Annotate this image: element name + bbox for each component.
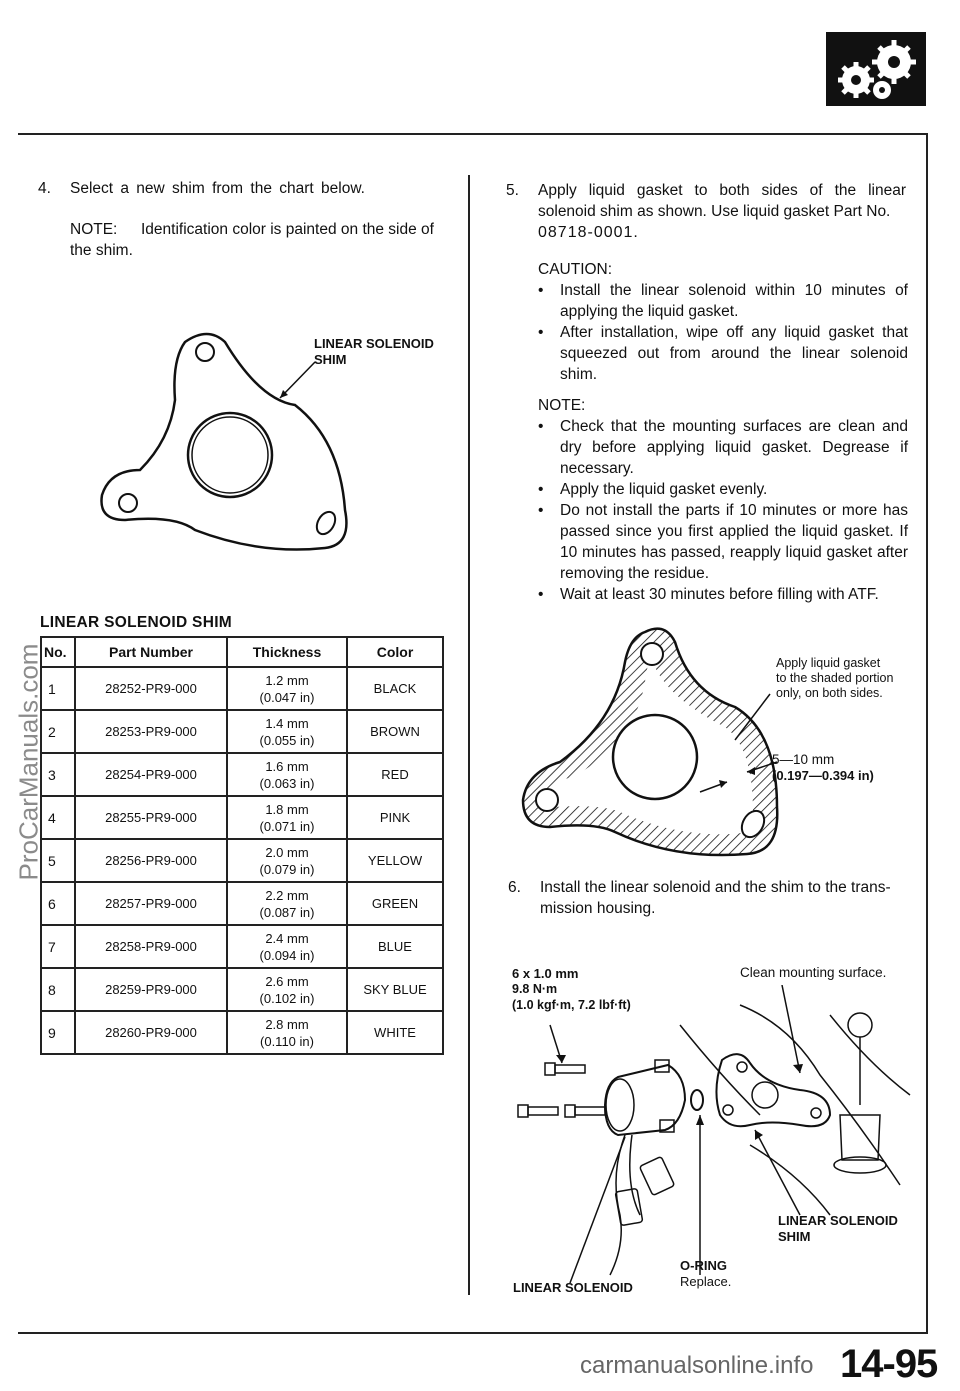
figure3-oring-line1: O-RING	[680, 1258, 727, 1273]
step6-line1: Install the linear solenoid and the shim to the trans-	[540, 879, 891, 896]
figure3-solenoid: LINEAR SOLENOID	[513, 1280, 633, 1295]
thickness-in: (0.087 in)	[259, 904, 315, 920]
caution-list	[538, 280, 908, 385]
cell-thickness	[227, 1011, 347, 1054]
cell-no: 7	[41, 925, 75, 968]
cell-no: 6	[41, 882, 75, 925]
cell-color: BROWN	[347, 710, 443, 753]
note-list	[538, 416, 908, 605]
step4-note-text2: the shim.	[70, 242, 133, 259]
thickness-mm: 1.8 mm	[265, 801, 309, 817]
figure2-apply-line2: to the shaded portion	[776, 671, 894, 685]
cell-no: 1	[41, 667, 75, 710]
thickness-in: (0.055 in)	[259, 732, 315, 748]
figure3-oring-line2: Replace.	[680, 1274, 732, 1289]
thickness-mm: 2.4 mm	[265, 930, 309, 946]
cell-part-number: 28256-PR9-000	[75, 839, 227, 882]
cell-part-number: 28260-PR9-000	[75, 1011, 227, 1054]
shim-outline-figure	[90, 320, 470, 560]
figure3-bolt-line1: 6 x 1.0 mm	[512, 966, 579, 981]
cell-no: 9	[41, 1011, 75, 1054]
thickness-in: (0.102 in)	[259, 990, 315, 1006]
shim-gasket-figure	[515, 622, 785, 862]
step4-note-label: NOTE:	[70, 221, 118, 238]
table-row	[41, 710, 443, 753]
figure3-bolt-line3: (1.0 kgf·m, 7.2 lbf·ft)	[512, 998, 631, 1012]
step4-number: 4.	[38, 180, 51, 197]
cell-color: BLACK	[347, 667, 443, 710]
cell-no: 3	[41, 753, 75, 796]
cell-no: 4	[41, 796, 75, 839]
cell-color: PINK	[347, 796, 443, 839]
thickness-mm: 2.0 mm	[265, 844, 309, 860]
header-no: No.	[41, 637, 75, 667]
cell-thickness	[227, 839, 347, 882]
gears-icon	[826, 32, 926, 106]
right-rule	[926, 133, 928, 1333]
cell-no: 8	[41, 968, 75, 1011]
cell-part-number: 28258-PR9-000	[75, 925, 227, 968]
cell-color: GREEN	[347, 882, 443, 925]
table-title: LINEAR SOLENOID SHIM	[40, 614, 233, 631]
step5-part-no: 08718-0001.	[538, 224, 639, 241]
bottom-rule	[18, 1332, 928, 1334]
cell-part-number: 28257-PR9-000	[75, 882, 227, 925]
header-color: Color	[347, 637, 443, 667]
table-row	[41, 1011, 443, 1054]
cell-color: BLUE	[347, 925, 443, 968]
cell-no: 2	[41, 710, 75, 753]
thickness-in: (0.110 in)	[260, 1033, 314, 1049]
step5-line2: solenoid shim as shown. Use liquid gasket Part No.	[538, 203, 891, 220]
watermark-bottom: carmanualsonline.info	[580, 1352, 814, 1379]
cell-color: WHITE	[347, 1011, 443, 1054]
thickness-in: (0.063 in)	[259, 775, 315, 791]
header-part-number: Part Number	[75, 637, 227, 667]
cell-thickness	[227, 796, 347, 839]
thickness-in: (0.094 in)	[259, 947, 315, 963]
figure3-shim-line2: SHIM	[778, 1229, 811, 1244]
note-item: • Apply the liquid gasket evenly.	[538, 481, 768, 498]
figure2-apply-line1: Apply liquid gasket	[776, 656, 881, 670]
table-row	[41, 796, 443, 839]
cell-color: YELLOW	[347, 839, 443, 882]
note-item: • Wait at least 30 minutes before filling with ATF.	[538, 586, 879, 603]
note-label: NOTE:	[538, 397, 586, 414]
table-row	[41, 839, 443, 882]
table-row	[41, 753, 443, 796]
cell-thickness	[227, 882, 347, 925]
step4-text: Select a new shim from the chart below.	[70, 180, 365, 197]
figure2-width-line2: (0.197—0.394 in)	[772, 768, 874, 783]
cell-part-number: 28254-PR9-000	[75, 753, 227, 796]
note-item: • Do not install the parts if 10 minutes or more has passed since you first applied the liquid gasket. If 10 minutes has passed, reapply liquid gasket after removing the residue.	[538, 502, 908, 582]
step4-note-text: Identification color is painted on the side of	[141, 221, 434, 238]
cell-no: 5	[41, 839, 75, 882]
cell-color: RED	[347, 753, 443, 796]
figure3-shim-line1: LINEAR SOLENOID	[778, 1213, 898, 1228]
caution-label: CAUTION:	[538, 261, 613, 278]
thickness-in: (0.047 in)	[259, 689, 315, 705]
cell-color: SKY BLUE	[347, 968, 443, 1011]
installation-figure	[500, 985, 920, 1295]
figure2-width-line1: 5—10 mm	[772, 752, 835, 767]
cell-part-number: 28255-PR9-000	[75, 796, 227, 839]
step5-number: 5.	[506, 182, 519, 199]
thickness-in: (0.071 in)	[259, 818, 315, 834]
step6-number: 6.	[508, 879, 521, 896]
top-rule	[18, 133, 928, 135]
thickness-in: (0.079 in)	[259, 861, 315, 877]
step6-line2: mission housing.	[540, 900, 656, 917]
header-thickness: Thickness	[227, 637, 347, 667]
thickness-mm: 2.2 mm	[265, 887, 309, 903]
page-number: 14-95	[840, 1342, 938, 1386]
cell-thickness	[227, 710, 347, 753]
thickness-mm: 1.6 mm	[265, 758, 309, 774]
cell-thickness	[227, 667, 347, 710]
table-header-row	[41, 637, 443, 667]
thickness-mm: 2.6 mm	[265, 973, 309, 989]
table-row	[41, 882, 443, 925]
cell-part-number: 28259-PR9-000	[75, 968, 227, 1011]
figure2-apply-line3: only, on both sides.	[776, 686, 883, 700]
cell-thickness	[227, 753, 347, 796]
figure3-bolt-line2: 9.8 N·m	[512, 982, 558, 996]
watermark-side: ProCarManuals.com	[13, 643, 44, 881]
table-row	[41, 968, 443, 1011]
thickness-mm: 2.8 mm	[265, 1016, 309, 1032]
figure1-label-line1: LINEAR SOLENOID	[314, 336, 434, 351]
caution-item: • After installation, wipe off any liquid gasket that squeezed out from around the linear solenoid shim.	[538, 324, 908, 383]
cell-part-number: 28252-PR9-000	[75, 667, 227, 710]
note-item: • Check that the mounting surfaces are clean and dry before applying liquid gasket. Degrease if necessary.	[538, 418, 908, 477]
figure3-clean: Clean mounting surface.	[740, 965, 887, 980]
cell-thickness	[227, 925, 347, 968]
shim-table	[40, 636, 444, 1055]
step5-line1: Apply liquid gasket to both sides of the linear	[538, 182, 906, 199]
thickness-mm: 1.2 mm	[265, 672, 309, 688]
figure1-label-line2: SHIM	[314, 352, 347, 367]
caution-item: • Install the linear solenoid within 10 minutes of applying the liquid gasket.	[538, 282, 908, 320]
cell-part-number: 28253-PR9-000	[75, 710, 227, 753]
table-row	[41, 667, 443, 710]
cell-thickness	[227, 968, 347, 1011]
table-row	[41, 925, 443, 968]
thickness-mm: 1.4 mm	[265, 715, 309, 731]
